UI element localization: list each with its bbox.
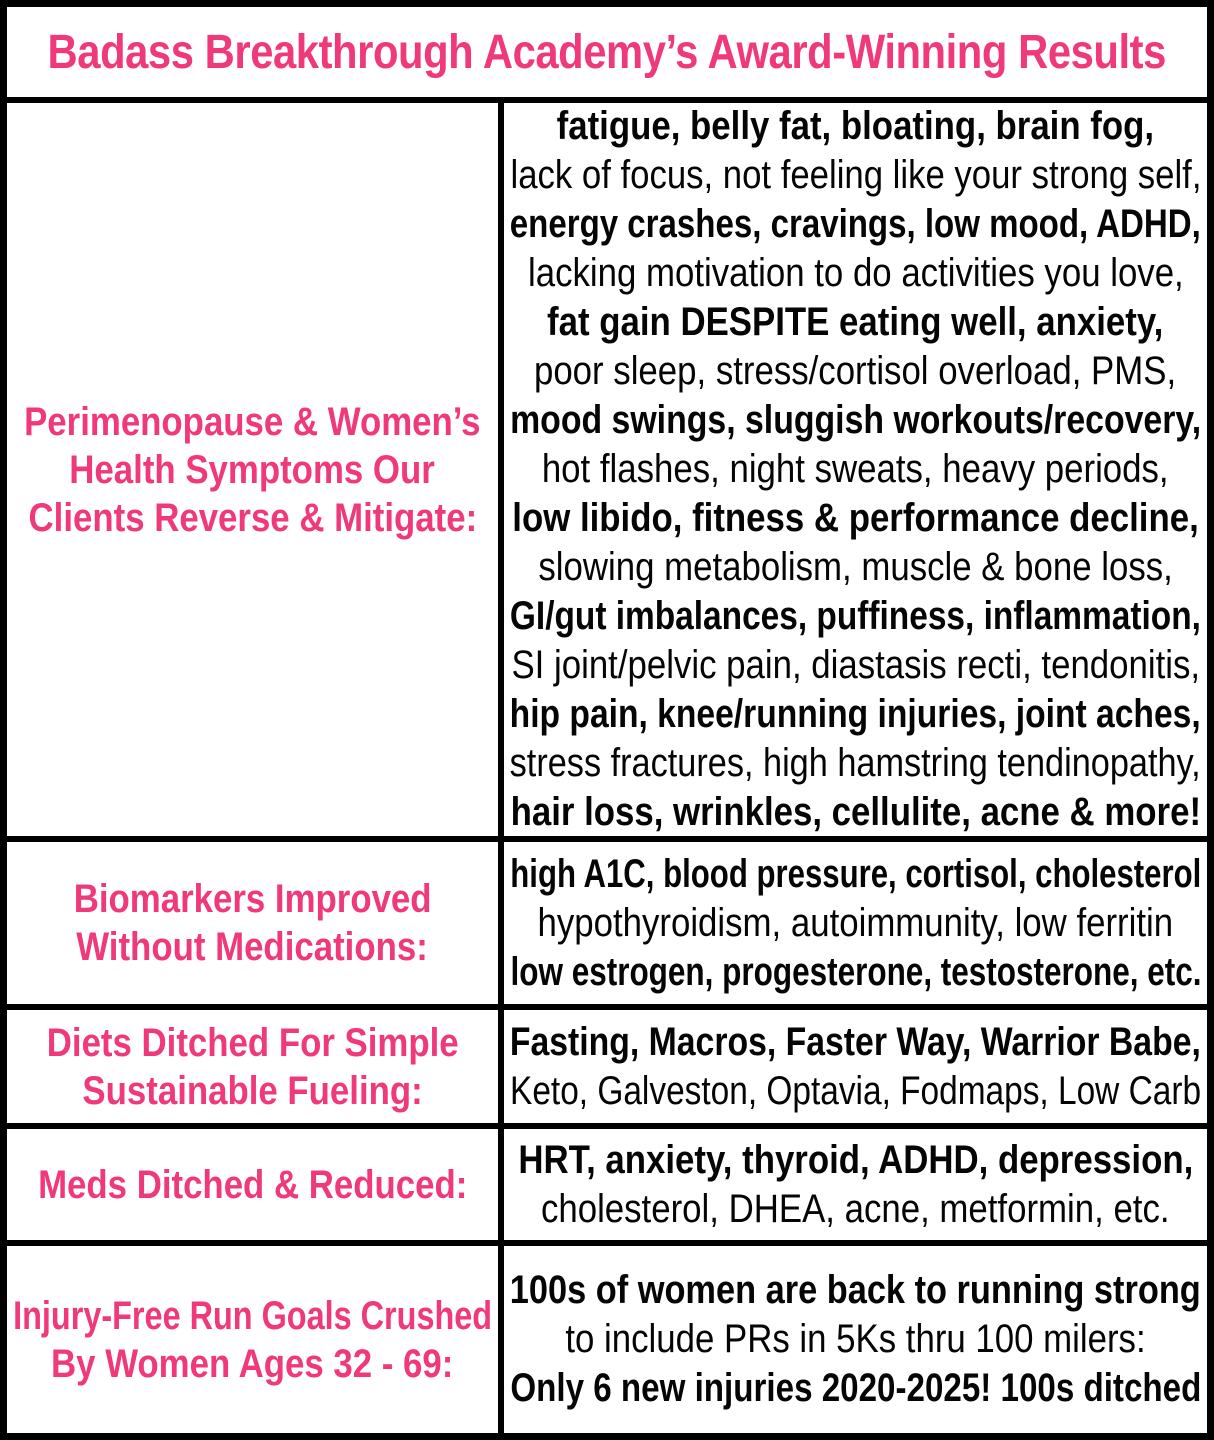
content-line: hip pain, knee/running injuries, joint aches, <box>510 692 1201 736</box>
row-content-symptoms <box>504 103 1207 836</box>
row-label-line: Clients Reverse & Mitigate: <box>28 495 477 540</box>
row-label-diets-ditched <box>7 1010 504 1123</box>
row-label-line: By Women Ages 32 - 69: <box>51 1341 454 1386</box>
content-line: Keto, Galveston, Optavia, Fodmaps, Low Carb <box>510 1068 1202 1113</box>
page-title: Badass Breakthrough Academy’s Award-Winning Results <box>47 25 1167 79</box>
content-line: cholesterol, DHEA, acne, metformin, etc. <box>541 1186 1170 1231</box>
row-label-meds-ditched <box>7 1129 504 1240</box>
table-row-run-goals <box>7 1246 1207 1433</box>
content-line: Only 6 new injuries 2020-2025! 100s ditched <box>510 1366 1201 1410</box>
content-line: stress fractures, high hamstring tendinopathy, <box>510 741 1202 785</box>
content-line: SI joint/pelvic pain, diastasis recti, tendonitis, <box>511 643 1200 687</box>
content-line: slowing metabolism, muscle & bone loss, <box>538 545 1173 589</box>
row-label-line: Meds Ditched & Reduced: <box>37 1162 468 1207</box>
row-label-line: Sustainable Fueling: <box>82 1068 423 1113</box>
row-label-run-goals <box>7 1246 504 1433</box>
row-label-line: Health Symptoms Our <box>69 447 436 492</box>
content-line: hypothyroidism, autoimmunity, low ferritin <box>537 900 1174 945</box>
content-line: fat gain DESPITE eating well, anxiety, <box>547 300 1164 344</box>
table-row-diets-ditched <box>7 1010 1207 1129</box>
content-line: Fasting, Macros, Faster Way, Warrior Babe, <box>510 1019 1202 1064</box>
row-label-symptoms <box>7 103 504 836</box>
content-line: 100s of women are back to running strong <box>510 1268 1201 1312</box>
content-line: low estrogen, progesterone, testosterone, etc. <box>510 949 1201 994</box>
title-bar <box>7 7 1207 103</box>
row-label-line: Without Medications: <box>76 925 429 969</box>
row-label-line: Diets Ditched For Simple <box>46 1020 459 1065</box>
row-content-run-goals <box>504 1246 1207 1433</box>
content-line: fatigue, belly fat, bloating, brain fog, <box>556 104 1155 148</box>
content-line: lacking motivation to do activities you love, <box>527 251 1184 295</box>
row-label-line: Biomarkers Improved <box>73 877 432 921</box>
content-line: HRT, anxiety, thyroid, ADHD, depression, <box>518 1137 1193 1182</box>
table-body <box>7 103 1207 1433</box>
content-line: hot flashes, night sweats, heavy periods, <box>542 447 1169 491</box>
content-line: lack of focus, not feeling like your strong self, <box>510 153 1201 197</box>
content-line: energy crashes, cravings, low mood, ADHD, <box>510 202 1202 246</box>
content-line: low libido, fitness & performance decline, <box>512 496 1199 540</box>
content-line: mood swings, sluggish workouts/recovery, <box>510 398 1201 442</box>
content-line: poor sleep, stress/cortisol overload, PMS, <box>534 349 1177 393</box>
content-line: GI/gut imbalances, puffiness, inflammation, <box>510 594 1202 638</box>
row-label-line: Perimenopause & Women’s <box>24 399 481 444</box>
table-row-symptoms <box>7 103 1207 842</box>
table-row-meds-ditched <box>7 1129 1207 1246</box>
row-content-meds-ditched <box>504 1129 1207 1240</box>
table-row-biomarkers <box>7 842 1207 1010</box>
content-line: high A1C, blood pressure, cortisol, cholesterol <box>510 851 1201 896</box>
content-line: to include PRs in 5Ks thru 100 milers: <box>565 1317 1146 1361</box>
content-line: hair loss, wrinkles, cellulite, acne & more! <box>510 790 1201 834</box>
row-content-diets-ditched <box>504 1010 1207 1123</box>
row-label-line: Injury-Free Run Goals Crushed <box>13 1293 492 1338</box>
row-content-biomarkers <box>504 842 1207 1004</box>
row-label-biomarkers <box>7 842 504 1004</box>
